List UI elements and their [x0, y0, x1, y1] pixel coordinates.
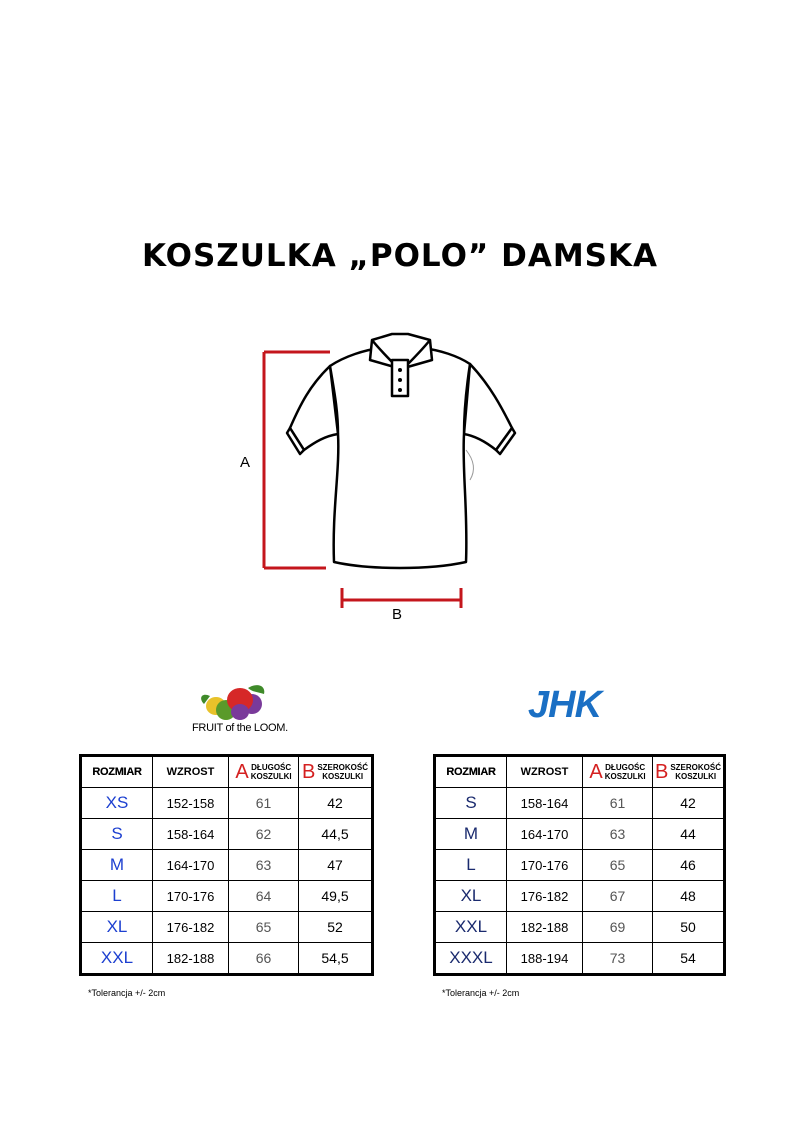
header-length-text-1: DŁUGOŚC — [605, 763, 646, 772]
table-row — [435, 850, 725, 881]
cell-length: 65 — [229, 912, 299, 943]
table-row — [81, 881, 373, 912]
cell-height: 170-176 — [507, 850, 583, 881]
fruit-of-the-loom-logo-text: FRUIT of the LOOM. — [192, 722, 288, 734]
header-length — [583, 756, 653, 788]
cell-length: 64 — [229, 881, 299, 912]
header-width-text-1: SZEROKOŚĆ — [670, 763, 721, 772]
cell-size: S — [435, 788, 507, 819]
header-length-text-2: KOSZULKI — [250, 772, 292, 781]
table-header-row — [81, 756, 373, 788]
cell-size: M — [435, 819, 507, 850]
cell-length: 63 — [583, 819, 653, 850]
header-width-text-2: KOSZULKI — [675, 772, 717, 781]
cell-length: 67 — [583, 881, 653, 912]
cell-width: 42 — [653, 788, 725, 819]
cell-size: XXL — [435, 912, 507, 943]
cell-length: 66 — [229, 943, 299, 975]
cell-width: 54 — [653, 943, 725, 975]
tolerance-note-right: *Tolerancja +/- 2cm — [442, 988, 520, 998]
cell-height: 182-188 — [153, 943, 229, 975]
table-row — [435, 819, 725, 850]
cell-width: 47 — [299, 850, 373, 881]
cell-width: 52 — [299, 912, 373, 943]
polo-shirt-diagram — [230, 330, 530, 610]
cell-height: 188-194 — [507, 943, 583, 975]
header-width — [653, 756, 725, 788]
page-title: KOSZULKA „POLO” DAMSKA — [141, 238, 659, 274]
header-letter-b: B — [654, 761, 669, 783]
cell-height: 164-170 — [507, 819, 583, 850]
cell-height: 182-188 — [507, 912, 583, 943]
cell-length: 61 — [229, 788, 299, 819]
header-height: WZROST — [507, 756, 583, 788]
dimension-b-line — [342, 588, 461, 608]
cell-width: 49,5 — [299, 881, 373, 912]
size-table-fruit-of-the-loom — [79, 754, 374, 976]
cell-height: 158-164 — [507, 788, 583, 819]
cell-size: XL — [435, 881, 507, 912]
cell-width: 48 — [653, 881, 725, 912]
header-width-text-1: SZEROKOŚĆ — [317, 763, 368, 772]
cell-length: 65 — [583, 850, 653, 881]
cell-height: 176-182 — [507, 881, 583, 912]
dimension-a-label: A — [240, 454, 251, 471]
cell-width: 54,5 — [299, 943, 373, 975]
table-row — [81, 912, 373, 943]
cell-length: 61 — [583, 788, 653, 819]
cell-height: 176-182 — [153, 912, 229, 943]
cell-width: 44,5 — [299, 819, 373, 850]
cell-width: 44 — [653, 819, 725, 850]
table-row — [81, 943, 373, 975]
table-row — [81, 819, 373, 850]
cell-size: XXXL — [435, 943, 507, 975]
header-size: ROZMIAR — [81, 756, 153, 788]
cell-size: L — [81, 881, 153, 912]
tolerance-note-left: *Tolerancja +/- 2cm — [88, 988, 166, 998]
cell-size: XXL — [81, 943, 153, 975]
table-row — [81, 788, 373, 819]
table-header-row — [435, 756, 725, 788]
dimension-b-label: B — [392, 606, 403, 623]
cell-size: XS — [81, 788, 153, 819]
cell-length: 69 — [583, 912, 653, 943]
table-row — [81, 850, 373, 881]
cell-size: XL — [81, 912, 153, 943]
table-row — [435, 912, 725, 943]
table-row — [435, 881, 725, 912]
jhk-logo: JHK — [528, 684, 602, 726]
cell-size: S — [81, 819, 153, 850]
header-length-text-1: DŁUGOŚC — [251, 763, 292, 772]
header-size: ROZMIAR — [435, 756, 507, 788]
header-width-text-2: KOSZULKI — [322, 772, 364, 781]
cell-length: 73 — [583, 943, 653, 975]
header-letter-a: A — [589, 761, 603, 783]
cell-length: 63 — [229, 850, 299, 881]
header-length-text-2: KOSZULKI — [604, 772, 646, 781]
cell-width: 50 — [653, 912, 725, 943]
cell-height: 152-158 — [153, 788, 229, 819]
header-letter-a: A — [235, 761, 249, 783]
cell-size: M — [81, 850, 153, 881]
cell-width: 42 — [299, 788, 373, 819]
cell-height: 158-164 — [153, 819, 229, 850]
cell-height: 170-176 — [153, 881, 229, 912]
table-row — [435, 943, 725, 975]
header-width — [299, 756, 373, 788]
table-row — [435, 788, 725, 819]
cell-length: 62 — [229, 819, 299, 850]
header-length — [229, 756, 299, 788]
cell-height: 164-170 — [153, 850, 229, 881]
header-letter-b: B — [301, 761, 316, 783]
header-height: WZROST — [153, 756, 229, 788]
cell-width: 46 — [653, 850, 725, 881]
cell-size: L — [435, 850, 507, 881]
size-table-jhk — [433, 754, 726, 976]
